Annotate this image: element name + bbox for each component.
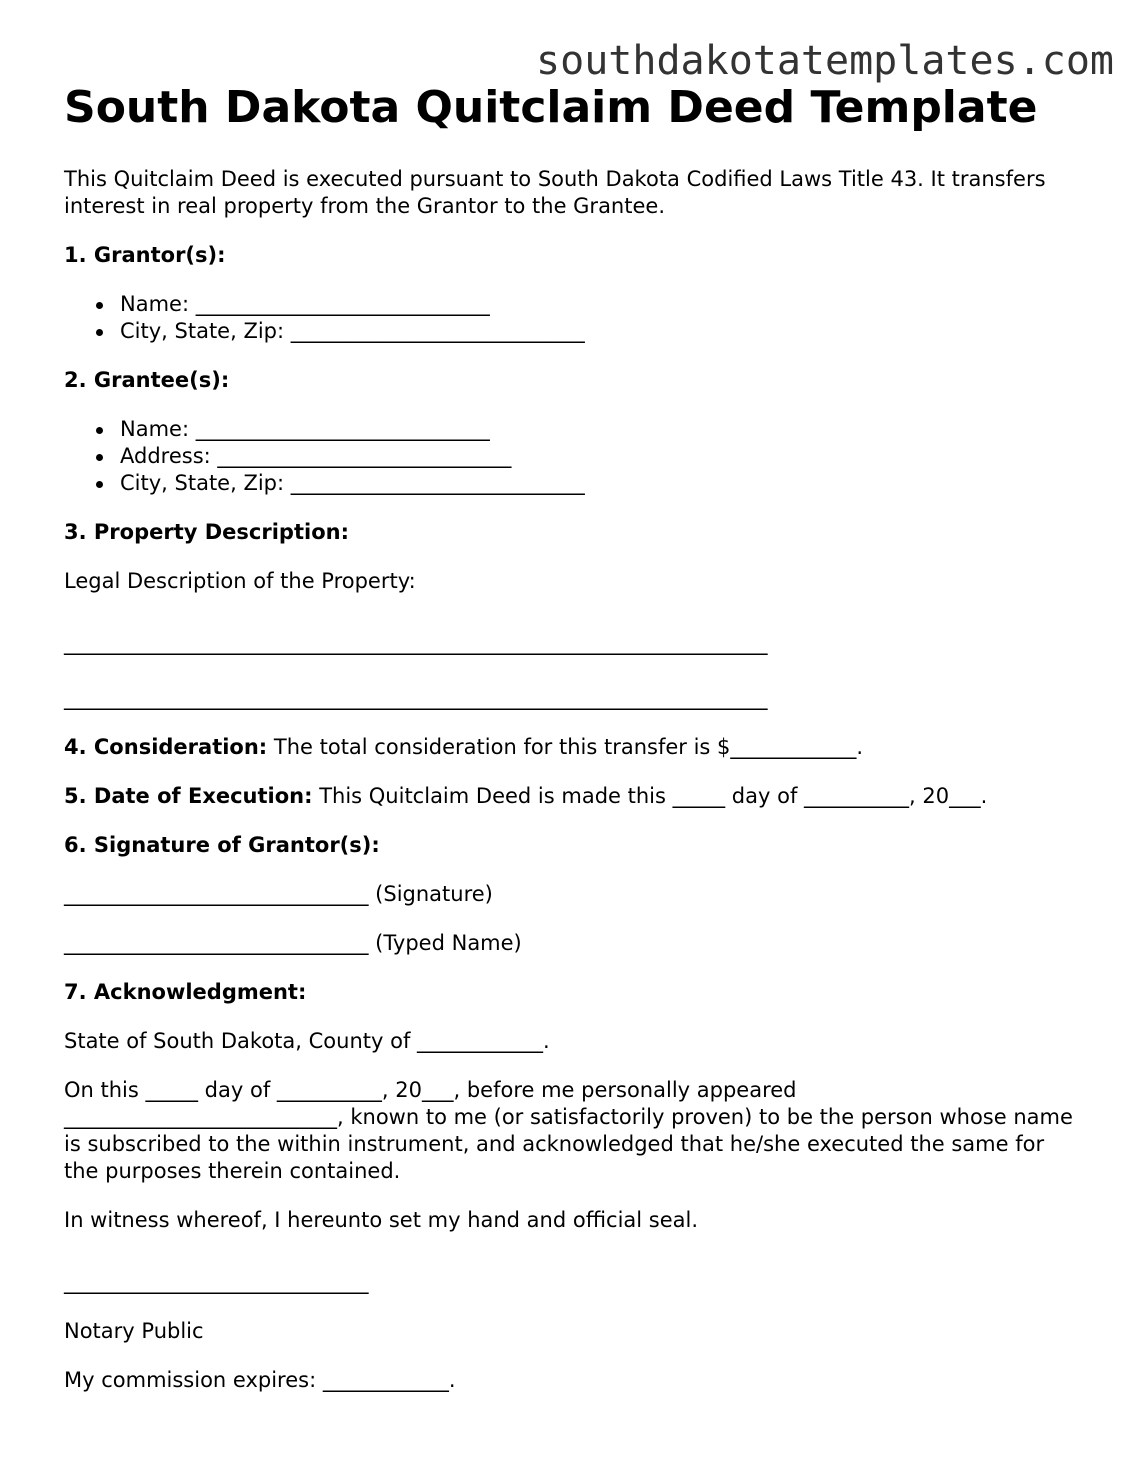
acknowledgment-line-1: On this _____ day of __________, 20___, before me personally appeared	[64, 1078, 797, 1102]
document-title: South Dakota Quitclaim Deed Template	[64, 82, 1038, 133]
execution-paragraph	[64, 783, 1084, 810]
signature-heading: 6. Signature of Grantor(s):	[64, 833, 380, 857]
county-line: State of South Dakota, County of ____________.	[64, 1029, 550, 1053]
notary-signature-line: _____________________________	[64, 1270, 369, 1294]
grantee-heading: 2. Grantee(s):	[64, 368, 230, 392]
consideration-text: The total consideration for this transfer is $____________.	[267, 735, 864, 759]
grantor-name-field: Name: ____________________________	[120, 291, 1084, 318]
grantor-heading: 1. Grantor(s):	[64, 243, 226, 267]
grantee-address-field: Address: ____________________________	[120, 443, 1084, 470]
grantee-list	[64, 416, 1084, 497]
consideration-heading: 4. Consideration:	[64, 735, 268, 759]
property-description-line-1: ___________________________________________________________________	[64, 631, 768, 655]
consideration-paragraph	[64, 734, 1084, 761]
acknowledgment-heading: 7. Acknowledgment:	[64, 980, 307, 1004]
property-heading: 3. Property Description:	[64, 520, 349, 544]
grantor-list	[64, 291, 1084, 345]
grantee-name-field: Name: ____________________________	[120, 416, 1084, 443]
property-description-line-2: ___________________________________________________________________	[64, 686, 768, 710]
grantor-city-state-zip-field: City, State, Zip: ____________________________	[120, 318, 1084, 345]
document-body	[64, 80, 1084, 1394]
notary-public-label: Notary Public	[64, 1319, 204, 1343]
acknowledgment-paragraph	[64, 1077, 1084, 1185]
witness-line: In witness whereof, I hereunto set my hand and official seal.	[64, 1208, 699, 1232]
typed-name-line: _____________________________ (Typed Name)	[64, 931, 522, 955]
execution-text: This Quitclaim Deed is made this _____ day of __________, 20___.	[312, 784, 988, 808]
property-label: Legal Description of the Property:	[64, 569, 416, 593]
acknowledgment-body: __________________________, known to me (or satisfactorily proven) to be the person whose name is subscribed to the within instrument, and acknowledged that he/she executed the same for the purposes therein contained.	[64, 1105, 1073, 1183]
execution-heading: 5. Date of Execution:	[64, 784, 313, 808]
commission-expires-line: My commission expires: ____________.	[64, 1368, 456, 1392]
signature-line: _____________________________ (Signature)	[64, 882, 493, 906]
watermark-text: southdakotatemplates.com	[536, 38, 1114, 84]
intro-paragraph: This Quitclaim Deed is executed pursuant to South Dakota Codified Laws Title 43. It transfers interest in real property from the Grantor to the Grantee.	[64, 167, 1046, 218]
grantee-city-state-zip-field: City, State, Zip: ____________________________	[120, 470, 1084, 497]
